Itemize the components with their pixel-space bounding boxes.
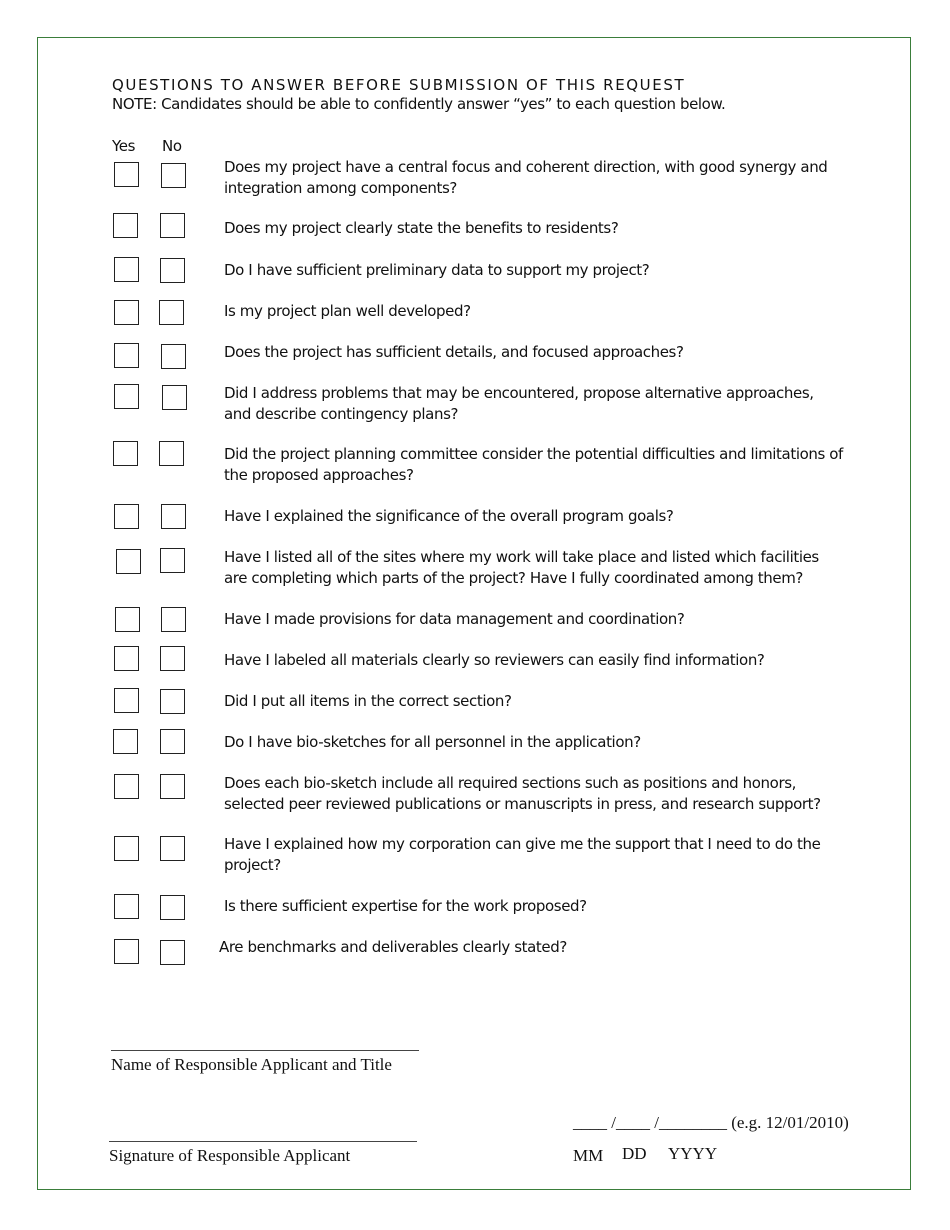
signature-line[interactable]: [109, 1141, 417, 1142]
question-4: Is my project plan well developed?: [224, 302, 471, 320]
form-title: QUESTIONS TO ANSWER BEFORE SUBMISSION OF THIS REQUEST: [112, 76, 686, 94]
no-checkbox-14[interactable]: [160, 774, 185, 799]
question-3: Do I have sufficient preliminary data to support my project?: [224, 261, 650, 279]
no-checkbox-3[interactable]: [160, 258, 185, 283]
no-column-header: No: [162, 137, 182, 155]
yes-checkbox-17[interactable]: [114, 939, 139, 964]
no-checkbox-8[interactable]: [161, 504, 186, 529]
date-day-label: DD: [622, 1144, 647, 1163]
no-checkbox-10[interactable]: [161, 607, 186, 632]
yes-checkbox-10[interactable]: [115, 607, 140, 632]
date-field[interactable]: ____ /____ /________ (e.g. 12/01/2010): [573, 1113, 849, 1132]
question-8: Have I explained the significance of the overall program goals?: [224, 507, 674, 525]
question-17: Are benchmarks and deliverables clearly stated?: [219, 938, 567, 956]
no-checkbox-16[interactable]: [160, 895, 185, 920]
yes-checkbox-6[interactable]: [114, 384, 139, 409]
no-checkbox-4[interactable]: [159, 300, 184, 325]
no-checkbox-2[interactable]: [160, 213, 185, 238]
question-1: Does my project have a central focus and coherent direction, with good synergy and integration among components?: [224, 158, 828, 197]
yes-checkbox-13[interactable]: [113, 729, 138, 754]
yes-checkbox-8[interactable]: [114, 504, 139, 529]
yes-checkbox-14[interactable]: [114, 774, 139, 799]
yes-checkbox-3[interactable]: [114, 257, 139, 282]
no-checkbox-13[interactable]: [160, 729, 185, 754]
question-14: Does each bio-sketch include all required sections such as positions and honors, selected peer reviewed publications or manuscripts in press, and research support?: [224, 774, 821, 813]
question-11: Have I labeled all materials clearly so reviewers can easily find information?: [224, 651, 765, 669]
yes-checkbox-2[interactable]: [113, 213, 138, 238]
question-6: Did I address problems that may be encountered, propose alternative approaches, and describe contingency plans?: [224, 384, 814, 423]
yes-checkbox-15[interactable]: [114, 836, 139, 861]
yes-checkbox-11[interactable]: [114, 646, 139, 671]
no-checkbox-12[interactable]: [160, 689, 185, 714]
no-checkbox-15[interactable]: [160, 836, 185, 861]
no-checkbox-9[interactable]: [160, 548, 185, 573]
yes-checkbox-1[interactable]: [114, 162, 139, 187]
form-note: NOTE: Candidates should be able to confidently answer “yes” to each question below.: [112, 95, 726, 113]
yes-column-header: Yes: [112, 137, 136, 155]
yes-checkbox-5[interactable]: [114, 343, 139, 368]
question-7: Did the project planning committee consider the potential difficulties and limitations of the proposed approaches?: [224, 445, 843, 484]
date-year-label: YYYY: [668, 1144, 718, 1163]
no-checkbox-17[interactable]: [160, 940, 185, 965]
question-13: Do I have bio-sketches for all personnel in the application?: [224, 733, 641, 751]
yes-checkbox-12[interactable]: [114, 688, 139, 713]
no-checkbox-5[interactable]: [161, 344, 186, 369]
name-signature-line[interactable]: [111, 1050, 419, 1051]
yes-checkbox-16[interactable]: [114, 894, 139, 919]
signature-label: Signature of Responsible Applicant: [109, 1146, 351, 1165]
no-checkbox-1[interactable]: [161, 163, 186, 188]
question-15: Have I explained how my corporation can give me the support that I need to do the project?: [224, 835, 821, 874]
no-checkbox-7[interactable]: [159, 441, 184, 466]
yes-checkbox-7[interactable]: [113, 441, 138, 466]
question-16: Is there sufficient expertise for the work proposed?: [224, 897, 587, 915]
yes-checkbox-4[interactable]: [114, 300, 139, 325]
question-9: Have I listed all of the sites where my work will take place and listed which facilities are completing which parts of the project? Have I fully coordinated among them?: [224, 548, 819, 587]
question-5: Does the project has sufficient details, and focused approaches?: [224, 343, 684, 361]
question-2: Does my project clearly state the benefits to residents?: [224, 219, 619, 237]
name-title-label: Name of Responsible Applicant and Title: [111, 1055, 392, 1074]
question-10: Have I made provisions for data management and coordination?: [224, 610, 685, 628]
no-checkbox-6[interactable]: [162, 385, 187, 410]
no-checkbox-11[interactable]: [160, 646, 185, 671]
date-month-label: MM: [573, 1146, 604, 1165]
question-12: Did I put all items in the correct section?: [224, 692, 512, 710]
yes-checkbox-9[interactable]: [116, 549, 141, 574]
